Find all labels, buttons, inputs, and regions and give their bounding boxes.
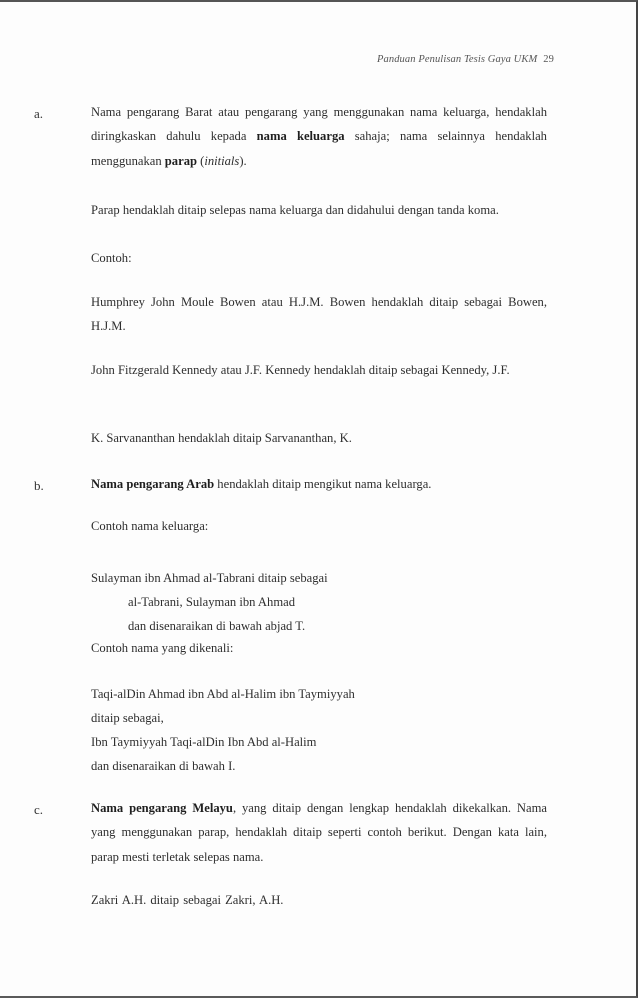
section-b-known-line-1: Taqi-alDin Ahmad ibn Abd al-Halim ibn Taymiyyah: [91, 687, 355, 701]
section-a-example-2: John Fitzgerald Kennedy atau J.F. Kennedy hendaklah ditaip sebagai Kennedy, J.F.: [91, 363, 510, 377]
section-a-intro-text-1: Nama pengarang Barat atau pengarang yang menggunakan nama keluarga, hendaklah diringkaskan dahulu kepada: [91, 105, 547, 144]
running-header: [377, 54, 554, 65]
section-b-known-line-2: ditaip sebagai,: [91, 711, 164, 725]
section-c-example: Zakri A.H. ditaip sebagai Zakri, A.H.: [91, 893, 284, 907]
section-a-intro: [91, 100, 547, 173]
section-a-intro-text-2: sahaja; nama selainnya hendaklah menggunakan: [91, 129, 547, 168]
section-a-rule: Parap hendaklah ditaip selepas nama keluarga dan didahului dengan tanda koma.: [91, 203, 499, 217]
section-a-intro-text-4: ).: [239, 153, 247, 168]
section-a-example-label: Contoh:: [91, 251, 132, 265]
section-a-intro-bold-1: nama keluarga: [256, 129, 345, 144]
section-c-marker: c.: [34, 802, 44, 817]
section-b-known-line-4: dan disenaraikan di bawah I.: [91, 759, 236, 773]
section-b-heading-bold: Nama pengarang Arab: [91, 477, 215, 491]
section-c-heading-text: , yang ditaip dengan lengkap hendaklah dikekalkan. Nama yang menggunakan parap, hendaklah ditaip seperti contoh berikut. Dengan kata lain, parap mesti terletak selepas nama.: [91, 801, 547, 864]
section-a-intro-text-3: (: [197, 153, 205, 168]
section-a-example-1: Humphrey John Moule Bowen atau H.J.M. Bowen hendaklah ditaip sebagai Bowen, H.J.M.: [91, 295, 547, 334]
section-a-example-3: K. Sarvananthan hendaklah ditaip Sarvananthan, K.: [91, 431, 352, 445]
header-title: Panduan Penulisan Tesis Gaya UKM: [376, 54, 538, 65]
section-b-known-line-3: Ibn Taymiyyah Taqi-alDin Ibn Abd al-Halim: [91, 735, 317, 749]
section-b-marker: b.: [34, 478, 44, 493]
section-b-heading-text: hendaklah ditaip mengikut nama keluarga.: [214, 477, 432, 491]
section-a-intro-italic: initials: [204, 153, 240, 168]
section-b-family-line-1: Sulayman ibn Ahmad al-Tabrani ditaip sebagai: [91, 571, 328, 585]
section-a-intro-bold-2: parap: [164, 153, 197, 168]
section-a-marker: a.: [34, 106, 44, 121]
section-b-family-label: Contoh nama keluarga:: [91, 519, 209, 533]
section-b-known-label: Contoh nama yang dikenali:: [91, 641, 234, 655]
section-c-heading: [91, 796, 547, 869]
section-c-heading-bold: Nama pengarang Melayu: [91, 801, 233, 815]
section-b-family-line-3: dan disenaraikan di bawah abjad T.: [128, 619, 306, 633]
section-b-heading: [91, 472, 547, 496]
section-b-family-line-2: al-Tabrani, Sulayman ibn Ahmad: [128, 595, 295, 609]
page-number: 29: [543, 54, 554, 65]
